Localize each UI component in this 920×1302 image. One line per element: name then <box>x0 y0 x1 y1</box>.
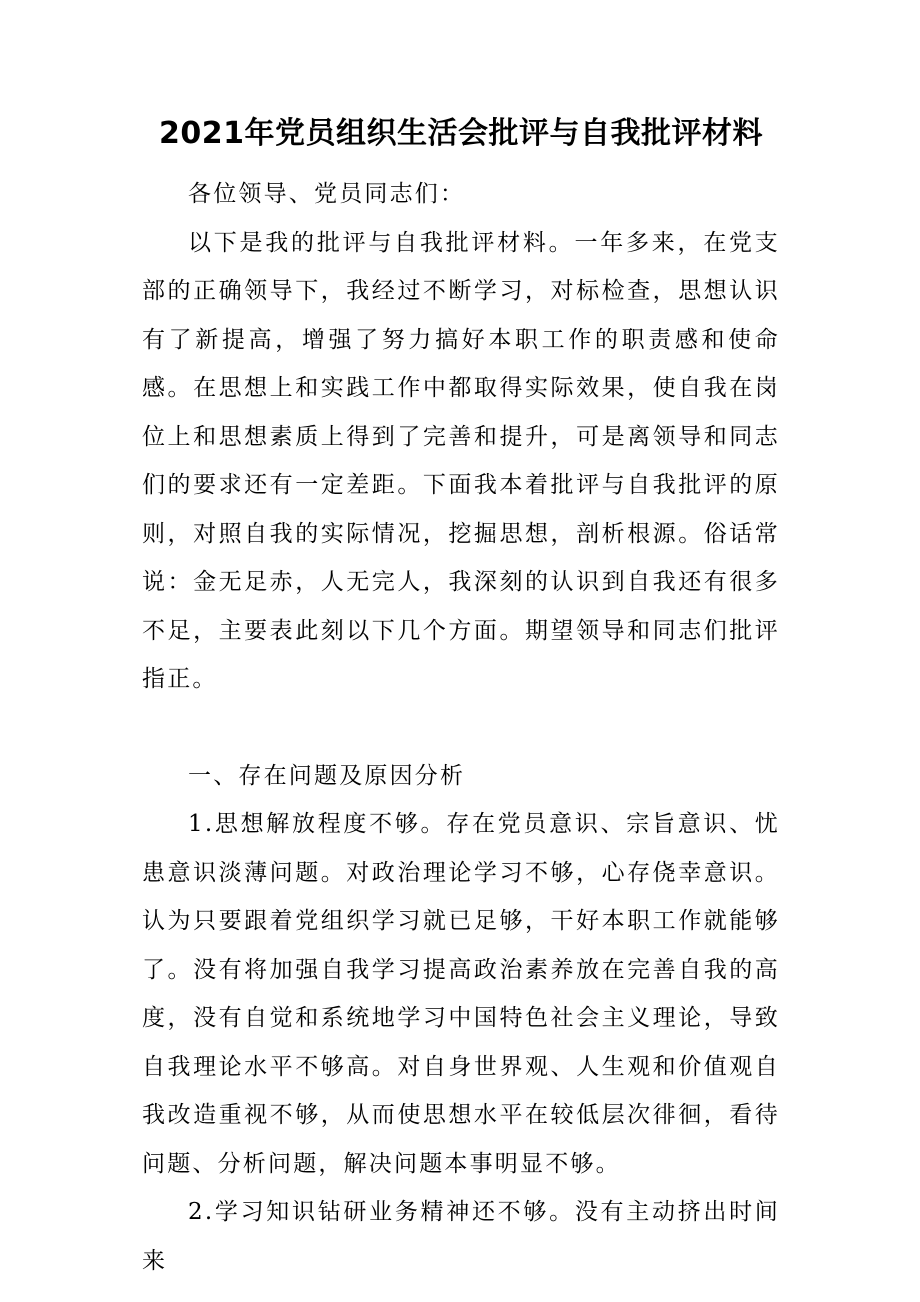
salutation: 各位领导、党员同志们： <box>188 181 466 207</box>
intro-paragraph: 以下是我的批评与自我批评材料。一年多来，在党支部的正确领导下，我经过不断学习，对标检查，思想认识有了新提高，增强了努力搞好本职工作的职责感和使命感。在思想上和实践工作中都取得实际效果，使自我在岗位上和思想素质上得到了完善和提升，可是离领导和同志们的要求还有一定差距。下面我本着批评与自我批评的原则，对照自我的实际情况，挖掘思想，剖析根源。俗话常说：金无足赤，人无完人，我深刻的认识到自我还有很多不足，主要表此刻以下几个方面。期望领导和同志们批评指正。 <box>142 229 780 692</box>
point-2-paragraph: 2.学习知识钻研业务精神还不够。没有主动挤出时间来 <box>142 1199 780 1274</box>
point-1-paragraph: 1.思想解放程度不够。存在党员意识、宗旨意识、忧患意识淡薄问题。对政治理论学习不够，心存侥幸意识。认为只要跟着党组织学习就已足够，干好本职工作就能够了。没有将加强自我学习提高政治素养放在完善自我的高度，没有自觉和系统地学习中国特色社会主义理论，导致自我理论水平不够高。对自身世界观、人生观和价值观自我改造重视不够，从而使思想水平在较低层次徘徊，看待问题、分析问题，解决问题本事明显不够。 <box>142 811 780 1177</box>
document-title: 2021年党员组织生活会批评与自我批评材料 <box>159 116 763 151</box>
section-heading-problems: 一、存在问题及原因分析 <box>188 762 466 789</box>
